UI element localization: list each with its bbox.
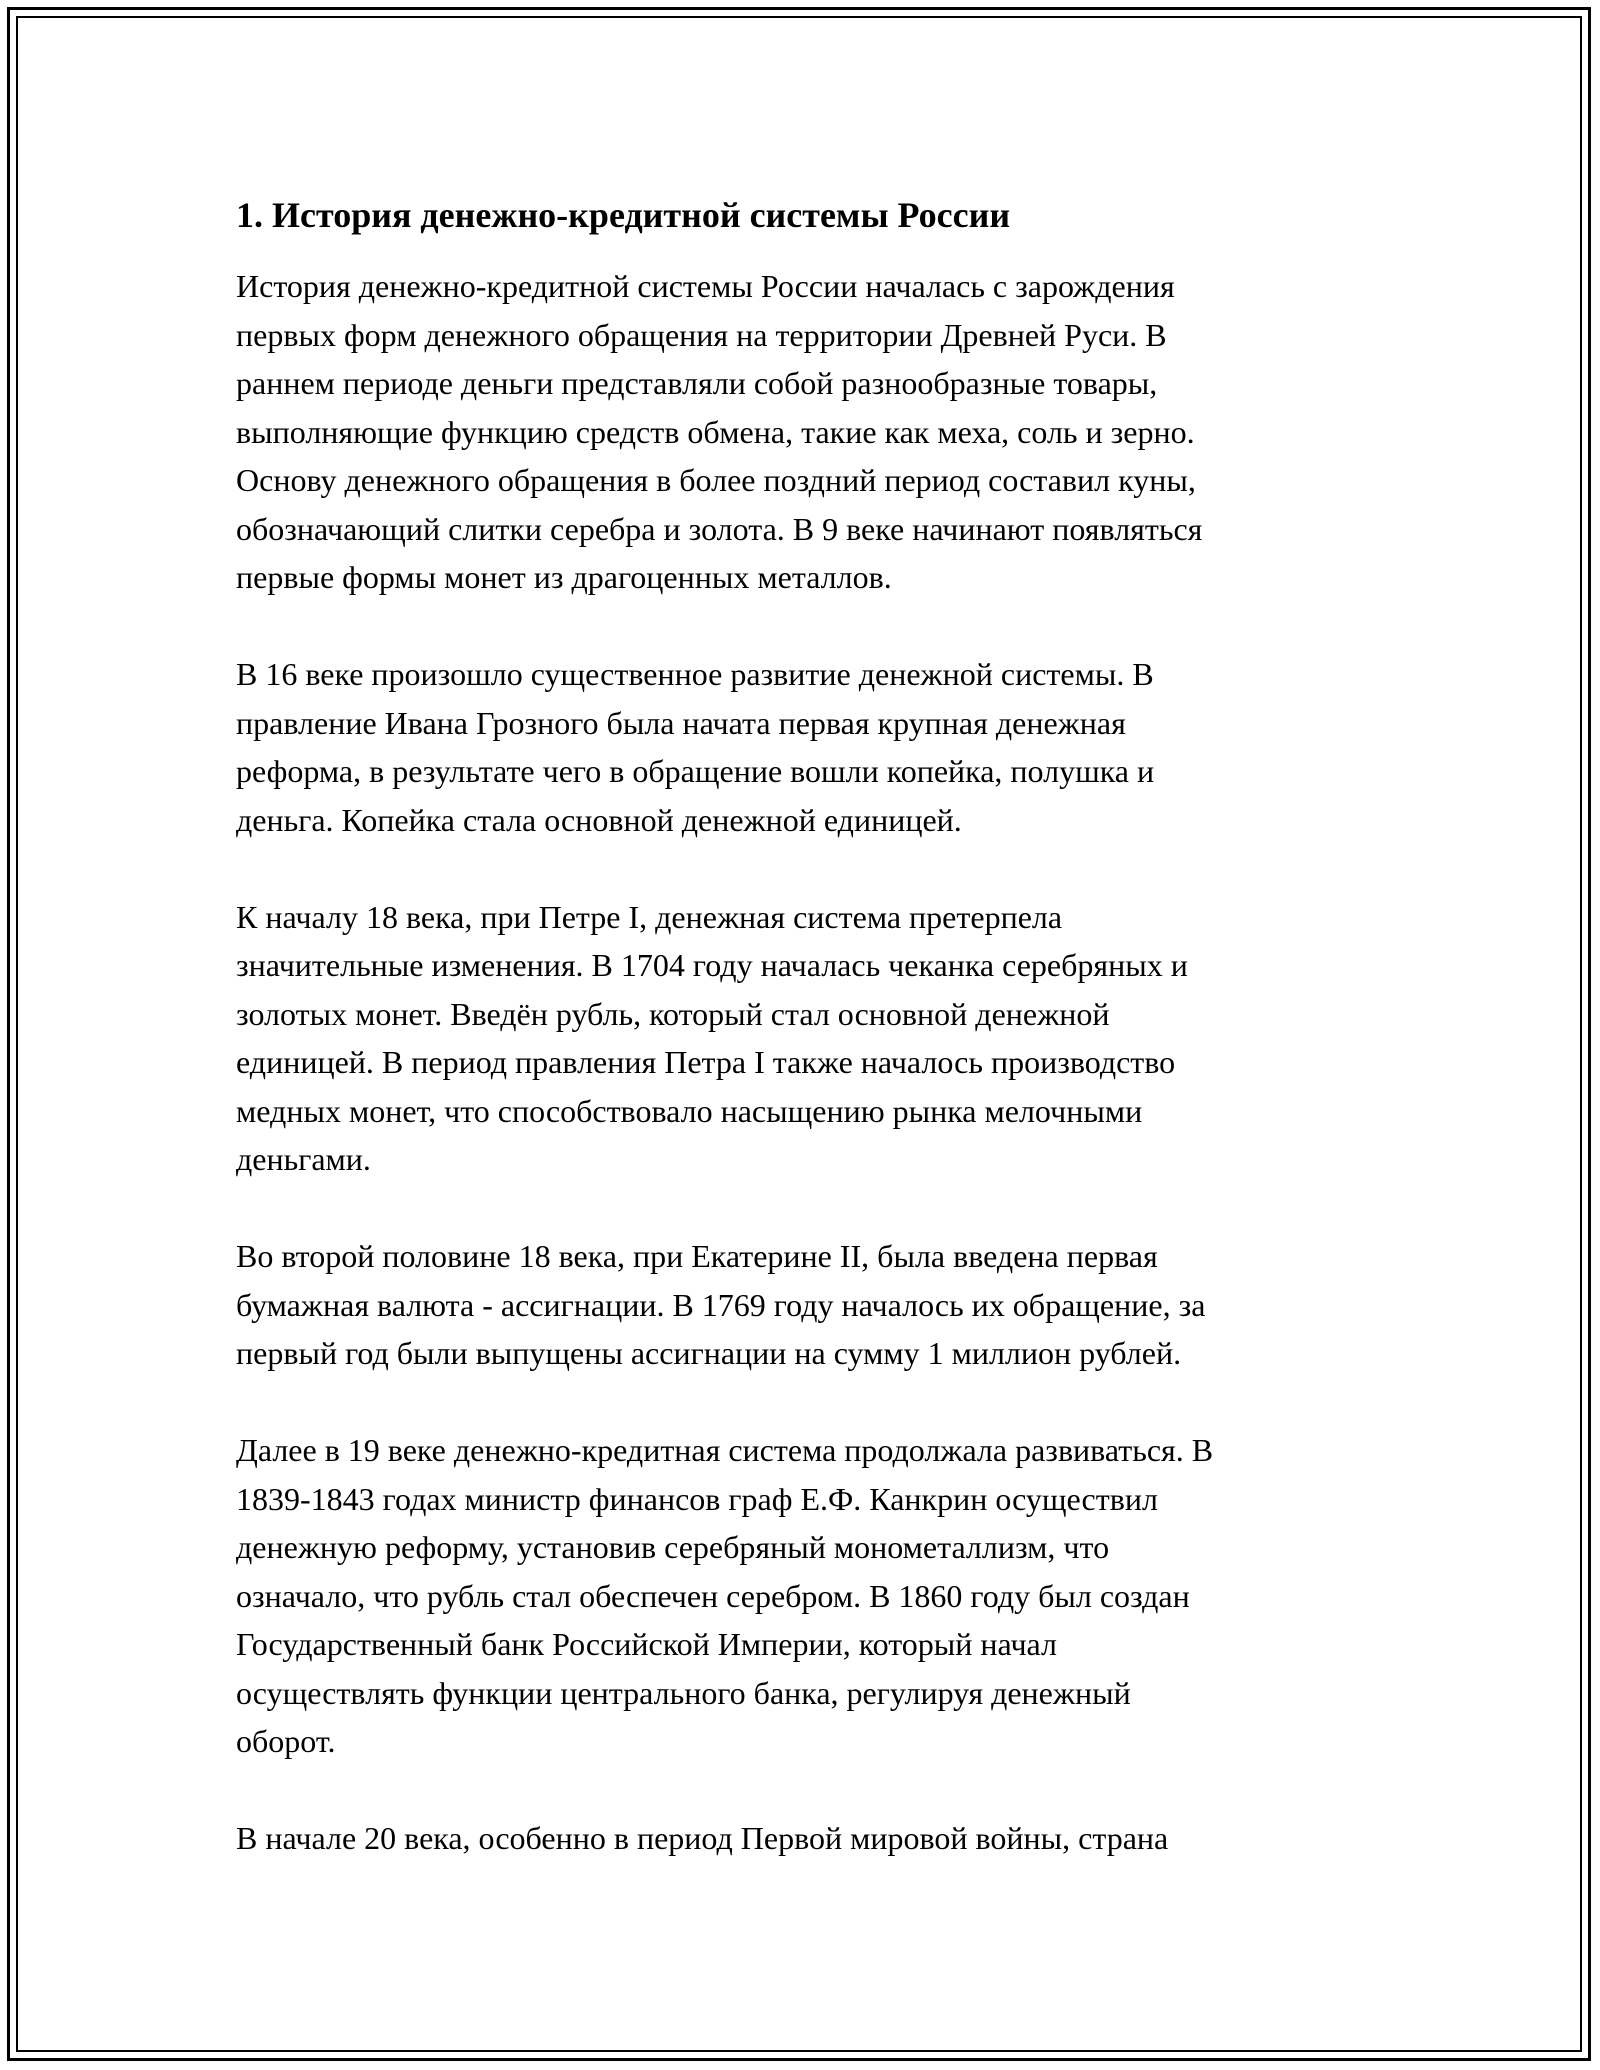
text-line: деньга. Копейка стала основной денежной единицей. <box>236 801 962 838</box>
text-line: История денежно-кредитной системы России началась с зарождения <box>236 268 1175 304</box>
text-line: К началу 18 века, при Петре I, денежная система претерпела <box>236 898 1063 935</box>
text-line: В 16 веке произошло существенное развитие денежной системы. В <box>236 656 1154 692</box>
text-line: осуществлять функции центрального банка, регулируя денежный <box>236 1674 1131 1711</box>
text-line: реформа, в результате чего в обращение вошли копейка, полушка и <box>236 753 1155 789</box>
paragraph-20th-century <box>236 1814 1366 1863</box>
text-line: В начале 20 века, особенно в период Первой мировой войны, страна <box>236 1820 1169 1856</box>
paragraph-19th-century <box>236 1426 1366 1766</box>
text-line: деньгами. <box>236 1141 371 1177</box>
text-line: бумажная валюта - ассигнации. В 1769 году началось их обращение, за <box>236 1286 1206 1323</box>
paragraph-18th-century-catherine <box>236 1232 1366 1378</box>
text-line: денежную реформу, установив серебряный монометаллизм, что <box>236 1529 1110 1565</box>
text-line: правление Ивана Грозного была начата первая крупная денежная <box>236 704 1126 741</box>
paragraph-18th-century-peter <box>236 893 1366 1184</box>
text-line: Государственный банк Российской Империи, который начал <box>236 1626 1057 1662</box>
text-line: выполняющие функцию средств обмена, такие как меха, соль и зерно. <box>236 413 1195 450</box>
text-line: раннем периоде деньги представляли собой разнообразные товары, <box>236 365 1158 401</box>
text-line: оборот. <box>236 1723 336 1759</box>
document-body <box>236 190 1366 1911</box>
text-line: 1839-1843 годах министр финансов граф Е.Ф. Канкрин осуществил <box>236 1480 1158 1517</box>
text-line: первые формы монет из драгоценных металлов. <box>236 559 892 595</box>
text-line: Во второй половине 18 века, при Екатерине II, была введена первая <box>236 1238 1158 1274</box>
text-line: Далее в 19 веке денежно-кредитная система продолжала развиваться. В <box>236 1432 1214 1468</box>
paragraph-16th-century <box>236 650 1366 844</box>
section-heading: 1. История денежно-кредитной системы России <box>236 195 1011 235</box>
text-line: первых форм денежного обращения на территории Древней Руси. В <box>236 316 1167 353</box>
text-line: золотых монет. Введён рубль, который стал основной денежной <box>236 995 1110 1032</box>
text-line: обозначающий слитки серебра и золота. В 9 веке начинают появляться <box>236 510 1203 547</box>
text-line: Основу денежного обращения в более поздний период составил куны, <box>236 462 1196 498</box>
text-line: единицей. В период правления Петра I также началось производство <box>236 1044 1176 1080</box>
text-line: первый год были выпущены ассигнации на сумму 1 миллион рублей. <box>236 1335 1182 1371</box>
text-line: значительные изменения. В 1704 году началась чеканка серебряных и <box>236 947 1188 983</box>
text-line: означало, что рубль стал обеспечен серебром. В 1860 году был создан <box>236 1577 1190 1614</box>
text-line: медных монет, что способствовало насыщению рынка мелочными <box>236 1092 1143 1129</box>
paragraph-origins <box>236 262 1366 602</box>
